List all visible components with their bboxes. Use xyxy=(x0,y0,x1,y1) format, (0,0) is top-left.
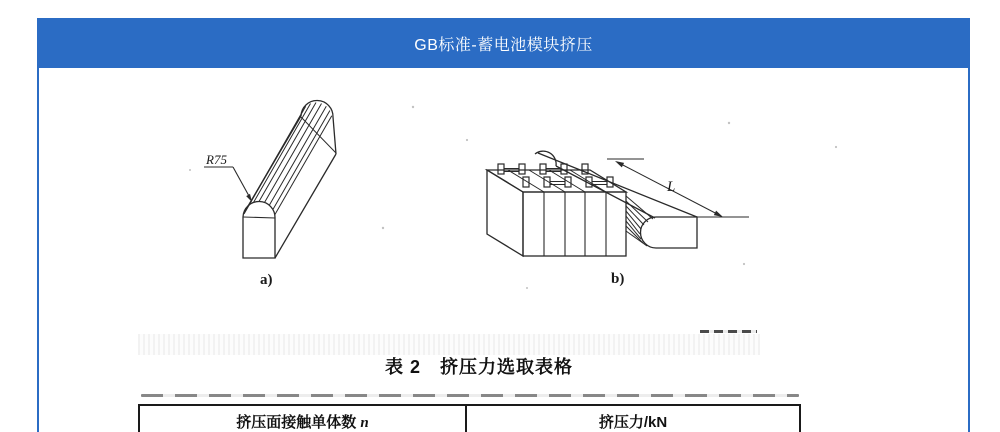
scan-smudge xyxy=(141,394,799,397)
column-header-label: 挤压力/kN xyxy=(598,414,668,431)
radius-annotation xyxy=(204,152,252,202)
column-header-label: 挤压面接触单体数 xyxy=(236,414,361,431)
scan-specks xyxy=(189,106,837,289)
table-caption: 表 2 挤压力选取表格 xyxy=(385,357,574,377)
figure-b-crush-bar xyxy=(535,151,697,248)
page-title: GB标准-蓄电池模块挤压 xyxy=(414,36,593,54)
table-header-cell-units xyxy=(140,406,467,432)
radius-label: R75 xyxy=(206,152,227,167)
dimension-arrowhead-icon xyxy=(615,161,624,167)
figure-b-battery-module xyxy=(487,151,749,287)
scan-noise-band xyxy=(138,334,760,355)
figure-b-battery-block xyxy=(487,164,626,256)
column-header-symbol: n xyxy=(360,415,369,431)
figure-b-caption: b) xyxy=(611,271,625,287)
length-label: L xyxy=(667,179,676,195)
figure-a-caption: a) xyxy=(260,272,273,288)
crush-force-table xyxy=(138,404,801,432)
table-header-cell-force xyxy=(467,406,799,432)
scan-smudge xyxy=(700,330,757,333)
figure-a-half-cylinder xyxy=(204,101,336,288)
leader-arrowhead-icon xyxy=(246,194,252,202)
battery-terminals xyxy=(498,164,613,187)
dimension-arrowhead-icon xyxy=(714,211,723,217)
